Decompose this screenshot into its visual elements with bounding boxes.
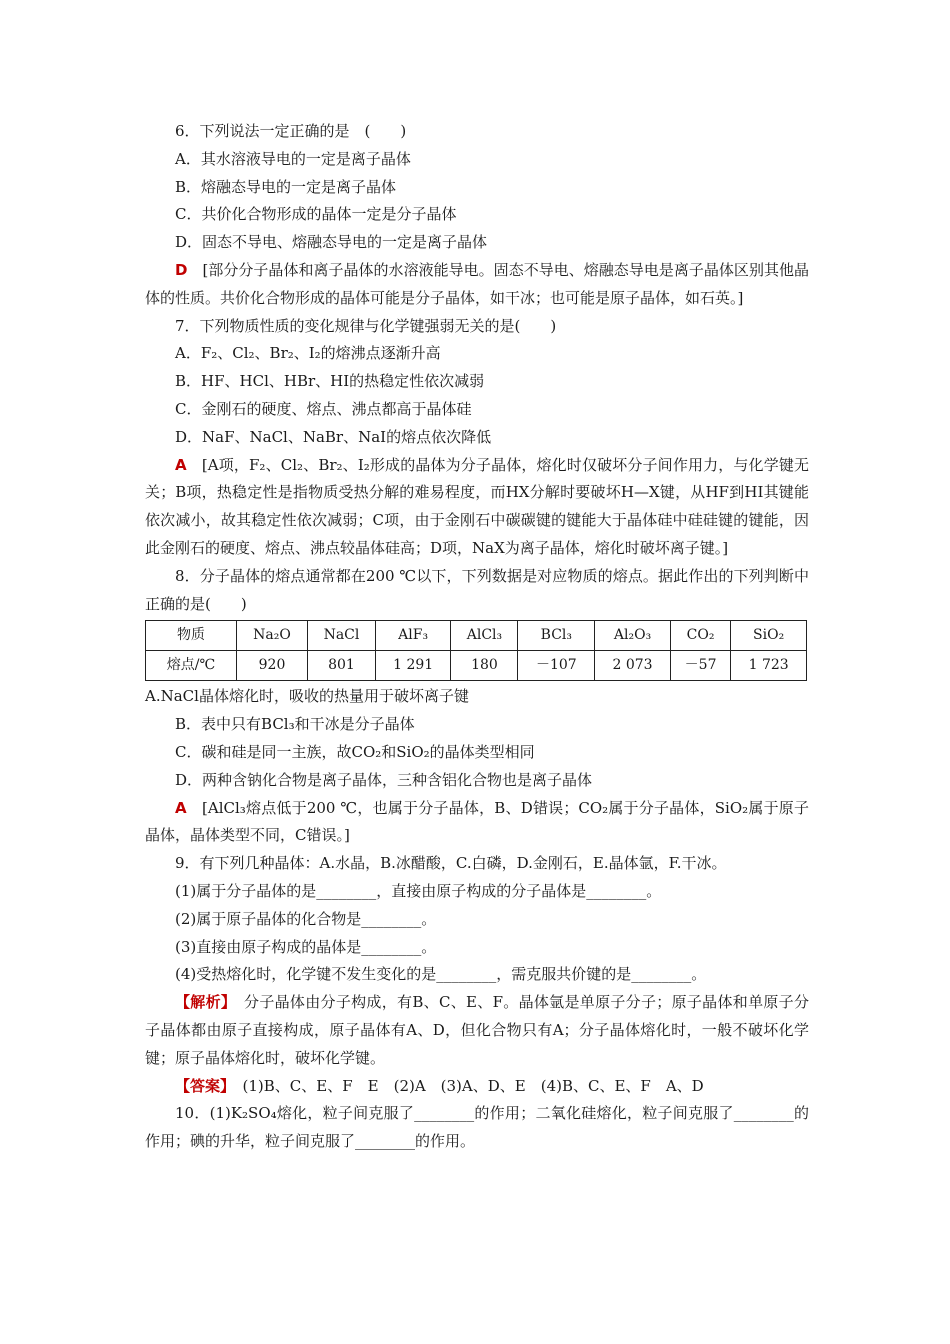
table-cell: 920 bbox=[236, 651, 307, 681]
q7-option-a: A．F₂、Cl₂、Br₂、I₂的熔沸点逐渐升高 bbox=[175, 344, 441, 363]
table-cell: AlCl₃ bbox=[451, 621, 518, 651]
q9-analysis bbox=[145, 989, 809, 1072]
q7-answer: A bbox=[175, 455, 187, 474]
q10-stem: 10．(1)K₂SO₄熔化，粒子间克服了________的作用；二氧化硅熔化，粒子间克服了________的作用；碘的升华，粒子间克服了________的作用。 bbox=[145, 1104, 809, 1151]
q9-analysis-text: 分子晶体由分子构成，有B、C、E、F。晶体氩是单原子分子；原子晶体和单原子分子晶体都由原子直接构成，原子晶体有A、D，但化合物只有A；分子晶体熔化时，一般不破坏化学键；原子晶体熔化时，破坏化学键。 bbox=[145, 993, 809, 1067]
q9-part-3: (3)直接由原子构成的晶体是________。 bbox=[175, 937, 437, 956]
q6-solution bbox=[145, 257, 809, 313]
table-cell: AlF₃ bbox=[375, 621, 451, 651]
q8-stem: 8．分子晶体的熔点通常都在200 ℃以下，下列数据是对应物质的熔点。据此作出的下列判断中正确的是( ) bbox=[145, 566, 809, 613]
q6-stem: 6．下列说法一定正确的是 ( ) bbox=[175, 122, 407, 140]
table-cell: 1 723 bbox=[731, 651, 807, 681]
table-cell: NaCl bbox=[308, 621, 376, 651]
table-cell: －57 bbox=[670, 651, 730, 681]
table-cell: 2 073 bbox=[595, 651, 671, 681]
q7-explanation: [A项，F₂、Cl₂、Br₂、I₂形成的晶体为分子晶体，熔化时仅破坏分子间作用力，与化学键无关；B项，热稳定性是指物质受热分解的难易程度，而HX分解时要破坏H—X键，从HF到HI其键能依次减小，故其稳定性依次减弱；C项，由于金刚石中碳碳键的键能大于晶体硅中硅硅键的键能，因此金刚石的硬度、熔点、沸点较晶体硅高；D项，NaX为离子晶体，熔化时破坏离子键。] bbox=[145, 455, 809, 557]
q6-option-a: A．其水溶液导电的一定是离子晶体 bbox=[175, 149, 411, 168]
table-cell: CO₂ bbox=[670, 621, 730, 651]
table-cell: Al₂O₃ bbox=[595, 621, 671, 651]
table-cell: 熔点/℃ bbox=[146, 651, 237, 681]
q8-answer: A bbox=[175, 798, 187, 817]
q9-answer-text: (1)B、C、E、F E (2)A (3)A、D、E (4)B、C、E、F A、D bbox=[242, 1076, 704, 1095]
analysis-tag: 【解析】 bbox=[175, 993, 229, 1012]
answer-tag: 【答案】 bbox=[175, 1076, 228, 1095]
table-cell: 1 291 bbox=[375, 651, 451, 681]
q7-option-c: C．金刚石的硬度、熔点、沸点都高于晶体硅 bbox=[175, 399, 472, 418]
table-cell: －107 bbox=[518, 651, 595, 681]
melting-point-table bbox=[145, 620, 807, 681]
q7-option-d: D．NaF、NaCl、NaBr、NaI的熔点依次降低 bbox=[175, 427, 492, 446]
q6-option-d: D．固态不导电、熔融态导电的一定是离子晶体 bbox=[175, 233, 488, 252]
q8-option-b: B．表中只有BCl₃和干冰是分子晶体 bbox=[175, 715, 415, 734]
table-row bbox=[146, 651, 807, 681]
q9-part-4: (4)受热熔化时，化学键不发生变化的是________，需克服共价键的是________。 bbox=[175, 965, 707, 984]
table-cell: BCl₃ bbox=[518, 621, 595, 651]
q8-explanation: [AlCl₃熔点低于200 ℃，也属于分子晶体，B、D错误；CO₂属于分子晶体，SiO₂属于原子晶体，晶体类型不同，C错误。] bbox=[145, 798, 809, 845]
q9-stem: 9．有下列几种晶体：A.水晶，B.冰醋酸，C.白磷，D.金刚石，E.晶体氩，F.干冰。 bbox=[175, 854, 727, 873]
table-cell: 801 bbox=[308, 651, 376, 681]
q6-option-c: C．共价化合物形成的晶体一定是分子晶体 bbox=[175, 205, 457, 224]
q9-part-1: (1)属于分子晶体的是________，直接由原子构成的分子晶体是________。 bbox=[175, 881, 662, 900]
table-cell: 物质 bbox=[146, 621, 237, 651]
table-cell: Na₂O bbox=[236, 621, 307, 651]
q6-answer: D bbox=[175, 260, 188, 279]
q8-option-a: A.NaCl晶体熔化时，吸收的热量用于破坏离子键 bbox=[145, 687, 469, 706]
q9-answer bbox=[145, 1073, 809, 1101]
q6-explanation: [部分分子晶体和离子晶体的水溶液能导电。固态不导电、熔融态导电是离子晶体区别其他晶体的性质。共价化合物形成的晶体可能是分子晶体，如干冰；也可能是原子晶体，如石英。] bbox=[145, 260, 809, 307]
q8-option-d: D．两种含钠化合物是离子晶体，三种含铝化合物也是离子晶体 bbox=[175, 770, 593, 789]
table-cell: 180 bbox=[451, 651, 518, 681]
q7-option-b: B．HF、HCl、HBr、HI的热稳定性依次减弱 bbox=[175, 372, 485, 391]
q7-stem: 7．下列物质性质的变化规律与化学键强弱无关的是( ) bbox=[175, 316, 557, 335]
q9-part-2: (2)属于原子晶体的化合物是________。 bbox=[175, 909, 437, 928]
document-content bbox=[145, 118, 809, 1156]
table-row bbox=[146, 621, 807, 651]
q6-option-b: B．熔融态导电的一定是离子晶体 bbox=[175, 177, 397, 196]
q8-solution bbox=[145, 795, 809, 851]
q7-solution bbox=[145, 452, 809, 563]
table-cell: SiO₂ bbox=[731, 621, 807, 651]
q8-option-c: C．碳和硅是同一主族，故CO₂和SiO₂的晶体类型相同 bbox=[175, 742, 535, 761]
